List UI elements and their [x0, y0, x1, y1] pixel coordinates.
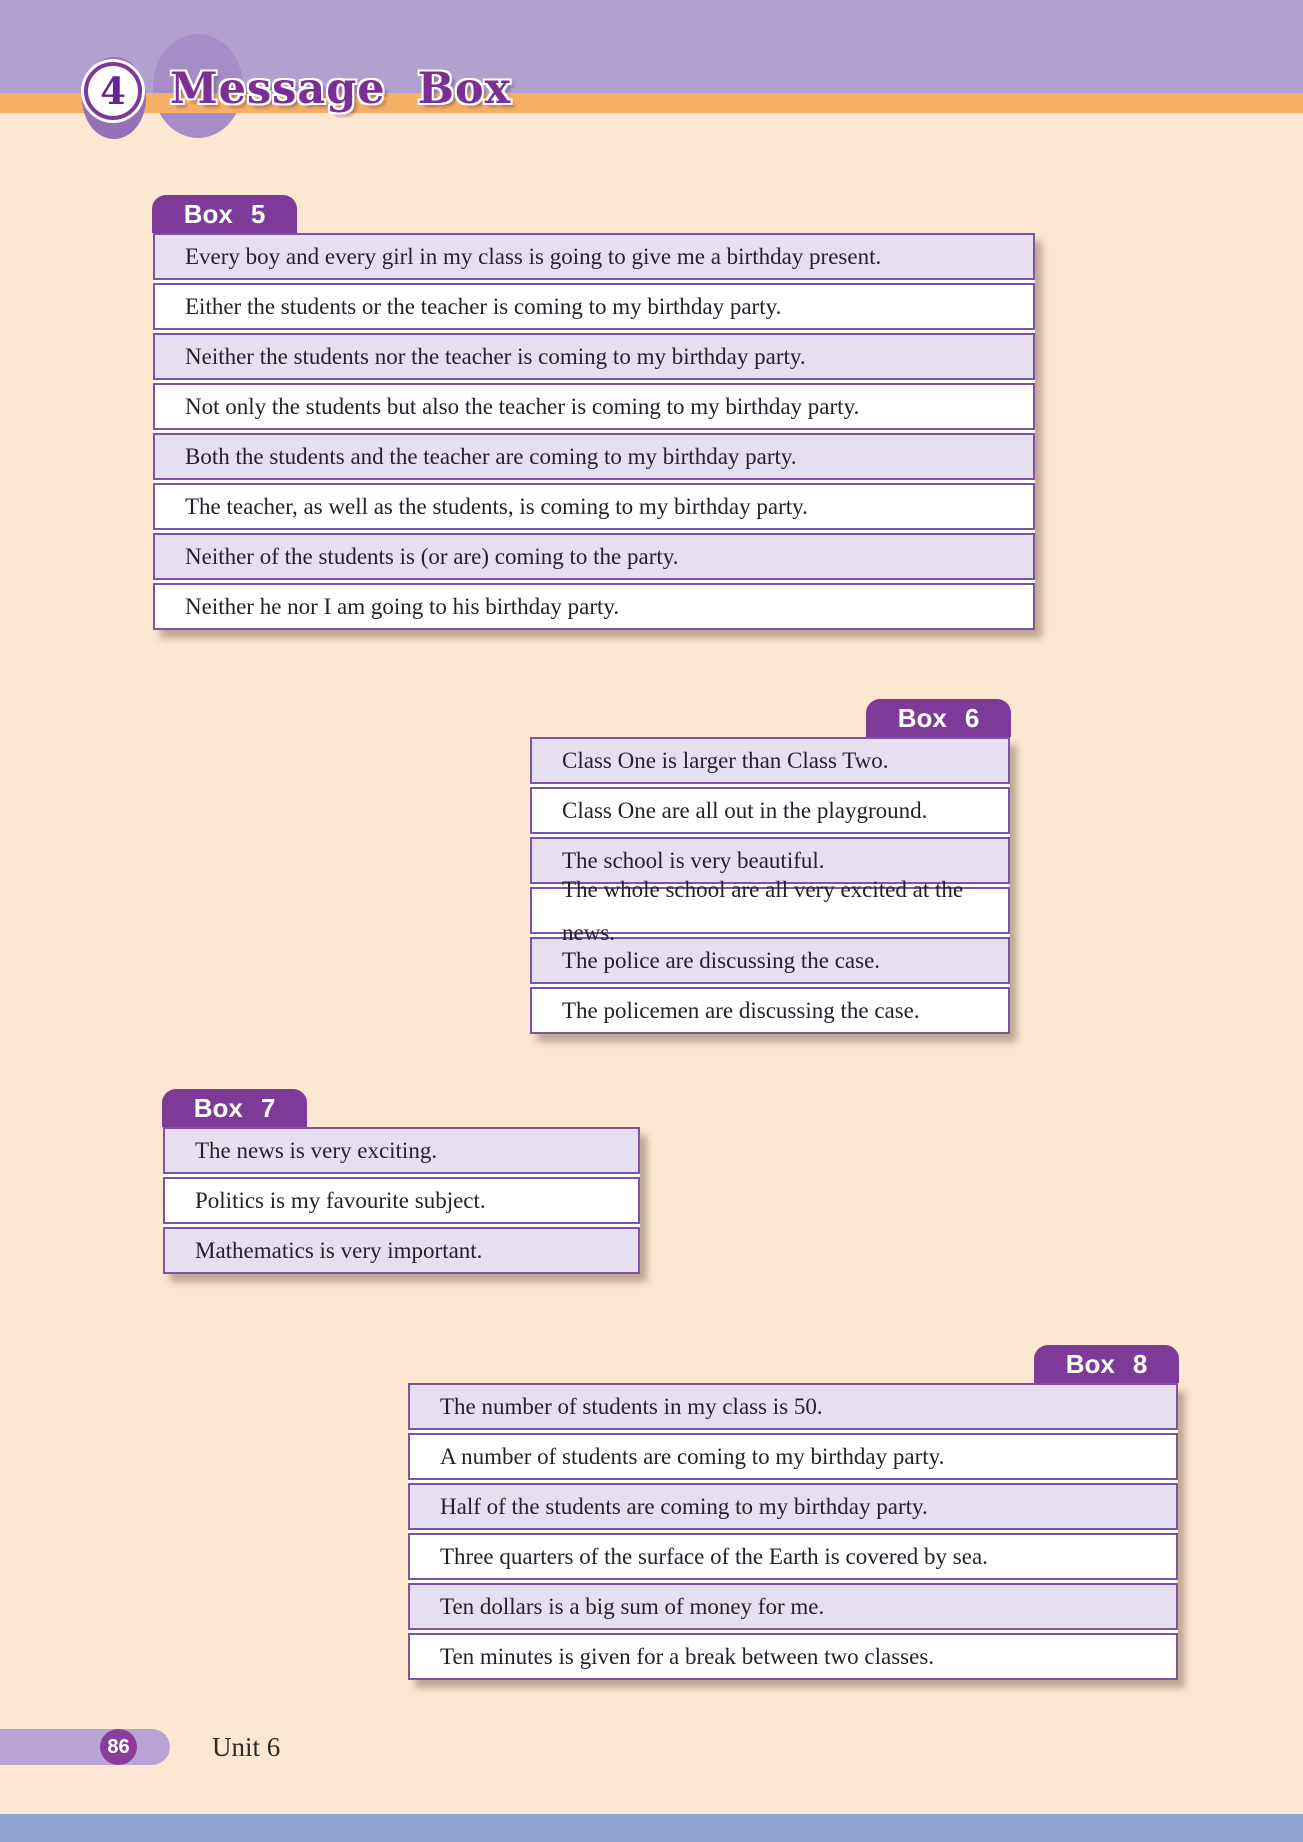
table-row	[153, 533, 1035, 580]
sentence-text: Not only the students but also the teacher is coming to my birthday party.	[185, 394, 860, 419]
table-row	[530, 987, 1010, 1034]
box-tab-number: 8	[1132, 1348, 1148, 1379]
table-row	[153, 333, 1035, 380]
table-row	[153, 433, 1035, 480]
page-title: Message Box	[170, 64, 512, 114]
table-row	[408, 1633, 1178, 1680]
sentence-text: Both the students and the teacher are coming to my birthday party.	[185, 444, 797, 469]
sentence-text: Ten minutes is given for a break between two classes.	[440, 1644, 935, 1669]
sentence-text: A number of students are coming to my birthday party.	[440, 1444, 945, 1469]
box-tab	[866, 699, 1011, 737]
page-number-badge	[100, 1729, 137, 1765]
table-row	[408, 1583, 1178, 1630]
sentence-text: Every boy and every girl in my class is going to give me a birthday present.	[185, 244, 882, 269]
table-row	[408, 1483, 1178, 1530]
message-box-5	[153, 198, 1035, 630]
sentence-text: Three quarters of the surface of the Earth is covered by sea.	[440, 1544, 988, 1569]
page-number: 86	[107, 1735, 130, 1758]
table-row	[163, 1127, 640, 1174]
box-tab-number: 7	[260, 1092, 276, 1123]
sentence-text: Neither the students nor the teacher is coming to my birthday party.	[185, 344, 806, 369]
table-row	[153, 233, 1035, 280]
box-tab-name: Box	[193, 1092, 243, 1123]
sentence-text: The news is very exciting.	[195, 1138, 438, 1163]
table-row	[153, 483, 1035, 530]
sentence-text: Neither he nor I am going to his birthday party.	[185, 594, 620, 619]
sentence-text: The number of students in my class is 50.	[440, 1394, 823, 1419]
box-tab-number: 5	[250, 198, 266, 229]
sentence-text: Half of the students are coming to my birthday party.	[440, 1494, 928, 1519]
table-row	[153, 283, 1035, 330]
table-row	[153, 383, 1035, 430]
sentence-text: Ten dollars is a big sum of money for me.	[440, 1594, 825, 1619]
table-row	[530, 876, 1010, 945]
box-tab-number: 6	[964, 702, 980, 733]
box-table	[163, 1127, 640, 1274]
message-box-7	[163, 1092, 640, 1274]
table-row	[408, 1533, 1178, 1580]
sentence-text: The policemen are discussing the case.	[562, 998, 920, 1023]
box-tab	[1034, 1345, 1179, 1383]
bottom-edge-strip	[0, 1814, 1303, 1842]
box-tab	[152, 195, 297, 233]
sentence-text: Neither of the students is (or are) coming to the party.	[185, 544, 679, 569]
box-table	[530, 737, 1010, 1034]
sentence-text: The police are discussing the case.	[562, 948, 881, 973]
message-box-8	[408, 1348, 1178, 1680]
sentence-text: The teacher, as well as the students, is coming to my birthday party.	[185, 494, 808, 519]
sentence-text: Class One are all out in the playground.	[562, 798, 928, 823]
unit-number: 4	[100, 69, 126, 113]
table-row	[408, 1433, 1178, 1480]
box-tab-name: Box	[1065, 1348, 1115, 1379]
table-row	[530, 787, 1010, 834]
box-table	[153, 233, 1035, 630]
box-tab-name: Box	[897, 702, 947, 733]
table-row	[163, 1227, 640, 1274]
sentence-text: Either the students or the teacher is coming to my birthday party.	[185, 294, 782, 319]
table-row	[153, 583, 1035, 630]
sentence-text: The whole school are all very excited at the news.	[562, 876, 964, 945]
sentence-text: Mathematics is very important.	[195, 1238, 483, 1263]
footer-pill	[0, 1729, 170, 1765]
table-row	[163, 1177, 640, 1224]
footer-unit-label: Unit 6	[212, 1732, 281, 1762]
table-row	[530, 737, 1010, 784]
sentence-text: Politics is my favourite subject.	[195, 1188, 486, 1213]
unit-number-badge	[84, 62, 142, 120]
table-row	[408, 1383, 1178, 1430]
box-tab-name: Box	[183, 198, 233, 229]
box-table	[408, 1383, 1178, 1680]
box-tab	[162, 1089, 307, 1127]
message-box-6	[530, 702, 1010, 1034]
sentence-text: Class One is larger than Class Two.	[562, 748, 889, 773]
sentence-text: The school is very beautiful.	[562, 848, 825, 873]
